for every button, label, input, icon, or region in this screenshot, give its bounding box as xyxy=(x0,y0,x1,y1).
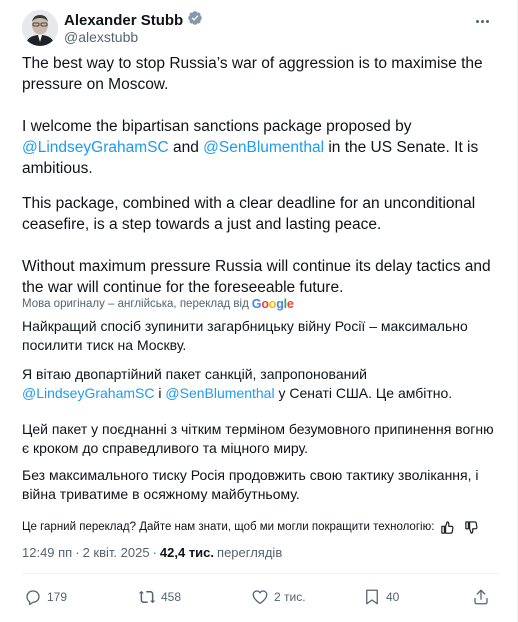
thumbs-down-icon[interactable] xyxy=(464,520,479,535)
translation-paragraph-4: Без максимального тиску Росія продовжить свою тактику зволікання, і війна триватиме в осяжному майбутньому. xyxy=(22,467,479,502)
heart-icon xyxy=(251,588,269,606)
divider xyxy=(22,573,499,574)
bookmark-button[interactable] xyxy=(363,588,399,606)
translation-paragraph-3: Цей пакет у поєднанні з чітким терміном безумовного припинення вогню є кроком до справедливого та міцного миру. xyxy=(22,421,494,456)
like-count: 2 тис. xyxy=(274,590,306,604)
text-segment: and xyxy=(168,139,204,156)
tweet-meta xyxy=(22,545,282,560)
more-options-icon[interactable] xyxy=(471,12,493,30)
reply-button[interactable] xyxy=(24,588,67,606)
action-bar xyxy=(22,583,501,611)
google-logo: Google xyxy=(251,297,294,311)
views-label: переглядів xyxy=(217,545,283,560)
repost-button[interactable] xyxy=(138,588,181,606)
feedback-prompt: Це гарний переклад? Дайте нам знати, щоб ми могли покращити технологію: xyxy=(22,521,435,533)
tweet-time[interactable]: 12:49 пп xyxy=(22,545,73,560)
reply-icon xyxy=(24,588,42,606)
feedback-icons xyxy=(440,520,479,535)
mention-link[interactable]: @SenBlumenthal xyxy=(203,139,325,156)
like-button[interactable] xyxy=(251,588,306,606)
translation-note-text: Мова оригіналу – англійська, переклад від xyxy=(22,298,249,310)
mention-link[interactable]: @LindseyGrahamSC xyxy=(22,385,155,401)
mention-link[interactable]: @LindseyGrahamSC xyxy=(22,139,169,156)
author-name[interactable]: Alexander Stubb xyxy=(64,12,184,29)
text-segment: Я вітаю двопартійний пакет санкцій, запропонований xyxy=(22,366,367,382)
separator: · xyxy=(152,545,157,560)
repost-icon xyxy=(138,588,156,606)
text-segment: у Сенаті США. Це амбітно. xyxy=(274,385,453,401)
views-count[interactable]: 42,4 тис. xyxy=(159,545,215,560)
text-segment: in the US Senate. It is ambitious. xyxy=(22,139,479,177)
author-handle[interactable]: @alexstubb xyxy=(64,29,139,45)
tweet-paragraph-3: This package, combined with a clear deadline for an unconditional ceasefire, is a step towards a just and lasting peace. xyxy=(22,195,476,233)
mention-link[interactable]: @SenBlumenthal xyxy=(165,385,275,401)
bookmark-icon xyxy=(363,588,381,606)
separator: · xyxy=(75,545,80,560)
tweet-paragraph-4: Without maximum pressure Russia will continue its delay tactics and the war will continue for the foreseeable future. xyxy=(22,258,491,296)
translation-paragraph-2 xyxy=(22,365,499,403)
translation-feedback xyxy=(22,518,499,536)
reply-count: 179 xyxy=(47,590,68,604)
translation-note xyxy=(22,297,294,311)
avatar[interactable] xyxy=(22,10,58,46)
text-segment: і xyxy=(154,385,166,401)
translation-paragraph-1: Найкращий спосіб зупинити загарбницьку війну Росії – максимально посилити тиск на Москву. xyxy=(22,318,468,353)
tweet-header xyxy=(22,8,501,48)
tweet-date[interactable]: 2 квіт. 2025 xyxy=(82,545,150,560)
thumbs-up-icon[interactable] xyxy=(440,520,455,535)
name-row xyxy=(64,10,203,31)
repost-count: 458 xyxy=(161,590,182,604)
text-segment: I welcome the bipartisan sanctions package proposed by xyxy=(22,118,412,135)
bookmark-count: 40 xyxy=(386,590,400,604)
tweet-paragraph-2 xyxy=(22,116,499,179)
share-icon xyxy=(472,588,490,606)
share-button[interactable] xyxy=(472,588,490,606)
verified-badge-icon[interactable] xyxy=(187,10,203,31)
tweet-paragraph-1: The best way to stop Russia’s war of aggression is to maximise the pressure on Moscow. xyxy=(22,55,483,93)
